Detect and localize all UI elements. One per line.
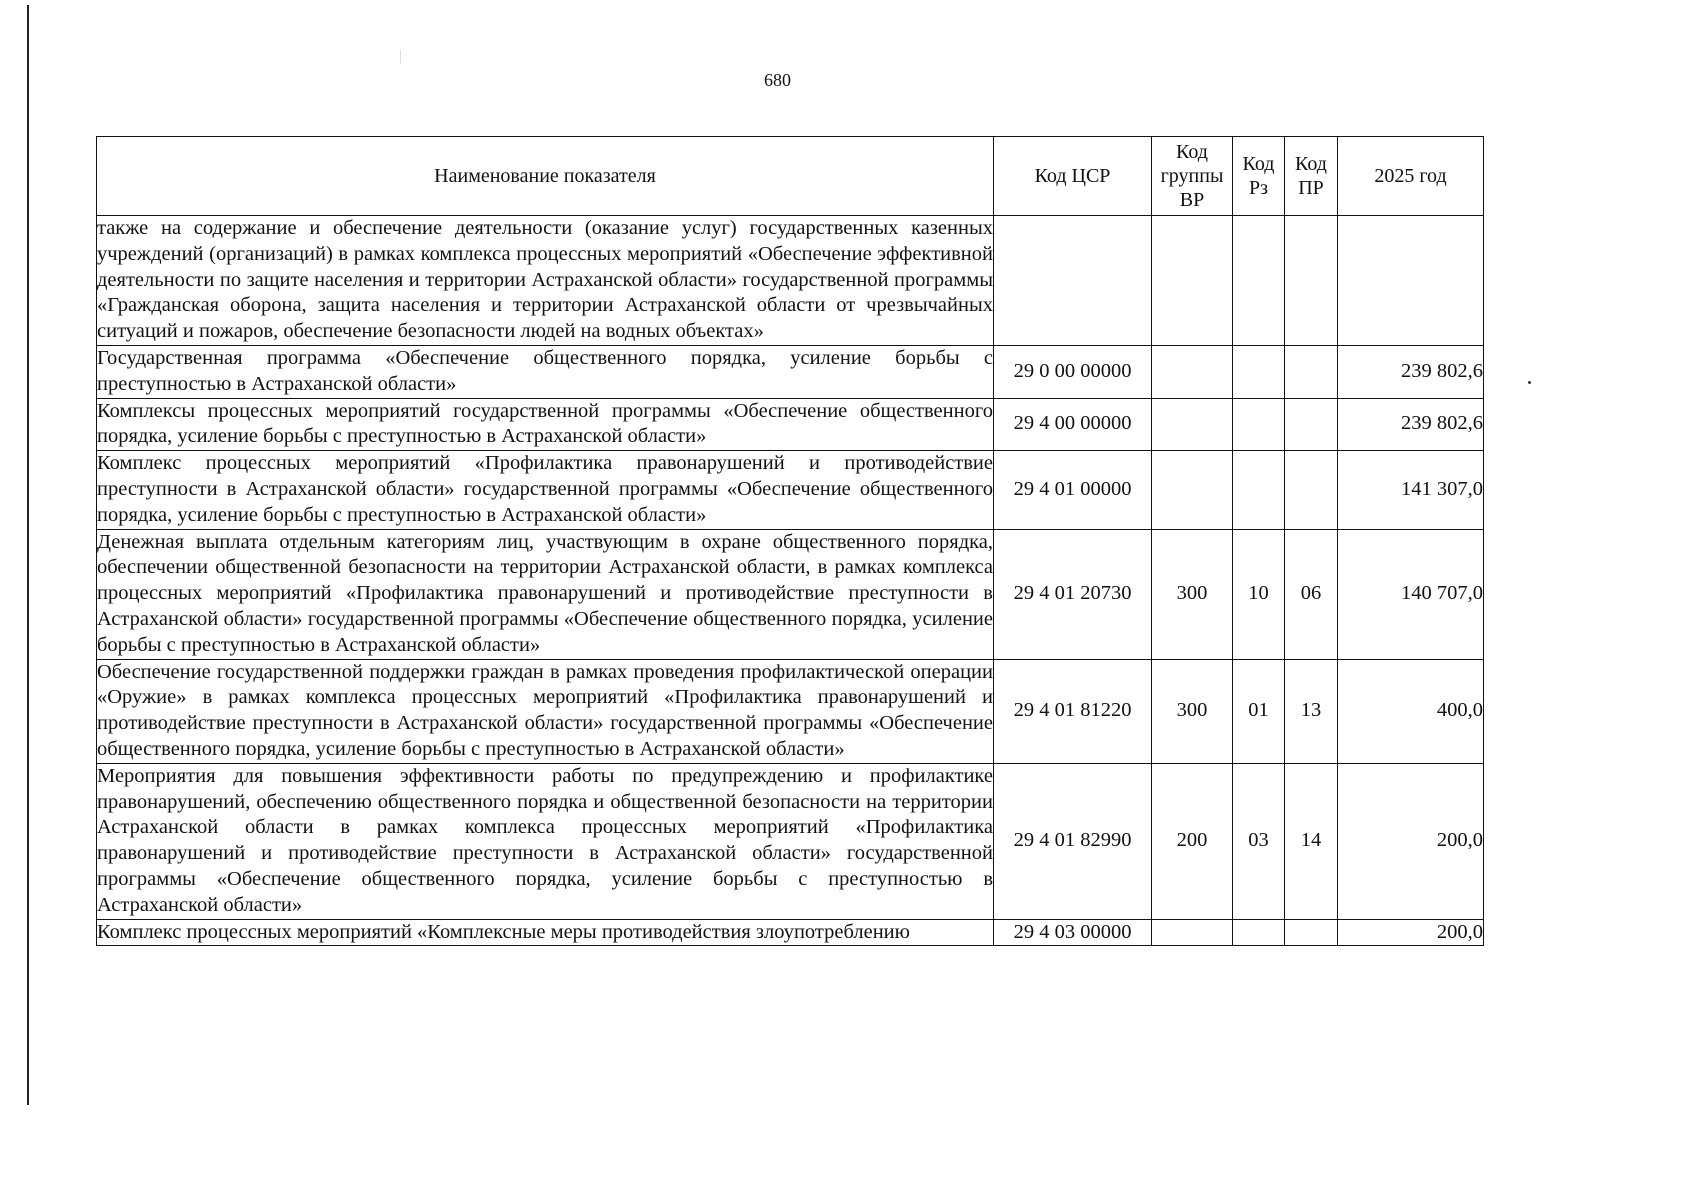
- row-vr: 300: [1152, 529, 1233, 659]
- table-row: [97, 529, 1484, 659]
- table-row: [97, 451, 1484, 529]
- row-rz: 10: [1233, 529, 1285, 659]
- row-name: Комплекс процессных мероприятий «Комплексные меры противодействия злоупотреблению: [97, 919, 994, 946]
- row-csr: 29 4 01 82990: [994, 763, 1152, 919]
- table-row: [97, 345, 1484, 398]
- row-pr: [1285, 216, 1338, 346]
- row-rz: 03: [1233, 763, 1285, 919]
- row-amount: [1338, 216, 1484, 346]
- scan-edge-line: [27, 5, 29, 1105]
- row-vr: [1152, 919, 1233, 946]
- row-pr: 14: [1285, 763, 1338, 919]
- row-amount: 200,0: [1338, 763, 1484, 919]
- row-pr: 13: [1285, 659, 1338, 763]
- row-csr: 29 4 03 00000: [994, 919, 1152, 946]
- header-pr: Код ПР: [1285, 137, 1338, 216]
- page-number: 680: [764, 70, 791, 90]
- header-vr: Код группы ВР: [1152, 137, 1233, 216]
- header-name: Наименование показателя: [97, 137, 994, 216]
- scan-mark: [400, 50, 401, 64]
- row-name: также на содержание и обеспечение деятельности (оказание услуг) государственных казенных учреждений (организаций) в рамках комплекса процессных мероприятий «Обеспечение эффективной деятельности по защите населения и территории Астраханской области» государственной программы «Гражданская оборона, защита населения и территории Астраханской области от чрезвычайных ситуаций и пожаров, обеспечение безопасности людей на водных объектах»: [97, 216, 994, 346]
- row-csr: 29 4 01 20730: [994, 529, 1152, 659]
- row-pr: [1285, 398, 1338, 451]
- row-name: Комплексы процессных мероприятий государственной программы «Обеспечение общественного порядка, усиление борьбы с преступностью в Астраханской области»: [97, 398, 994, 451]
- row-name: Мероприятия для повышения эффективности работы по предупреждению и профилактике правонарушений, обеспечению общественного порядка и общественной безопасности на территории Астраханской области в рамках комплекса процессных мероприятий «Профилактика правонарушений и противодействие преступности в Астраханской области» государственной программы «Обеспечение общественного порядка, усиление борьбы с преступностью в Астраханской области»: [97, 763, 994, 919]
- row-pr: 06: [1285, 529, 1338, 659]
- row-csr: 29 0 00 00000: [994, 345, 1152, 398]
- row-vr: [1152, 345, 1233, 398]
- header-rz: Код Рз: [1233, 137, 1285, 216]
- table-header-row: [97, 137, 1484, 216]
- table-row: [97, 919, 1484, 946]
- row-csr: 29 4 00 00000: [994, 398, 1152, 451]
- row-csr: [994, 216, 1152, 346]
- row-amount: 239 802,6: [1338, 398, 1484, 451]
- row-amount: 239 802,6: [1338, 345, 1484, 398]
- row-rz: 01: [1233, 659, 1285, 763]
- row-vr: [1152, 398, 1233, 451]
- scan-dot: [1528, 381, 1531, 384]
- table-row: [97, 659, 1484, 763]
- table-row: [97, 763, 1484, 919]
- row-vr: [1152, 451, 1233, 529]
- row-csr: 29 4 01 81220: [994, 659, 1152, 763]
- row-vr: 300: [1152, 659, 1233, 763]
- row-name: Денежная выплата отдельным категориям лиц, участвующим в охране общественного порядка, обеспечении общественной безопасности на территории Астраханской области, в рамках комплекса процессных мероприятий «Профилактика правонарушений и противодействие преступности в Астраханской области» государственной программы «Обеспечение общественного порядка, усиление борьбы с преступностью в Астраханской области»: [97, 529, 994, 659]
- row-name: Комплекс процессных мероприятий «Профилактика правонарушений и противодействие преступности в Астраханской области» государственной программы «Обеспечение общественного порядка, усиление борьбы с преступностью в Астраханской области»: [97, 451, 994, 529]
- row-rz: [1233, 345, 1285, 398]
- row-amount: 200,0: [1338, 919, 1484, 946]
- row-csr: 29 4 01 00000: [994, 451, 1152, 529]
- row-amount: 141 307,0: [1338, 451, 1484, 529]
- row-name: Государственная программа «Обеспечение общественного порядка, усиление борьбы с преступностью в Астраханской области»: [97, 345, 994, 398]
- row-rz: [1233, 451, 1285, 529]
- row-rz: [1233, 919, 1285, 946]
- header-year: 2025 год: [1338, 137, 1484, 216]
- row-vr: [1152, 216, 1233, 346]
- row-vr: 200: [1152, 763, 1233, 919]
- row-name: Обеспечение государственной поддержки граждан в рамках проведения профилактической операции «Оружие» в рамках комплекса процессных мероприятий «Профилактика правонарушений и противодействие преступности в Астраханской области» государственной программы «Обеспечение общественного порядка, усиление борьбы с преступностью в Астраханской области»: [97, 659, 994, 763]
- table-row: [97, 216, 1484, 346]
- row-pr: [1285, 345, 1338, 398]
- row-rz: [1233, 398, 1285, 451]
- row-pr: [1285, 451, 1338, 529]
- table-row: [97, 398, 1484, 451]
- header-csr: Код ЦСР: [994, 137, 1152, 216]
- row-rz: [1233, 216, 1285, 346]
- row-amount: 400,0: [1338, 659, 1484, 763]
- row-amount: 140 707,0: [1338, 529, 1484, 659]
- row-pr: [1285, 919, 1338, 946]
- budget-table: [96, 136, 1484, 946]
